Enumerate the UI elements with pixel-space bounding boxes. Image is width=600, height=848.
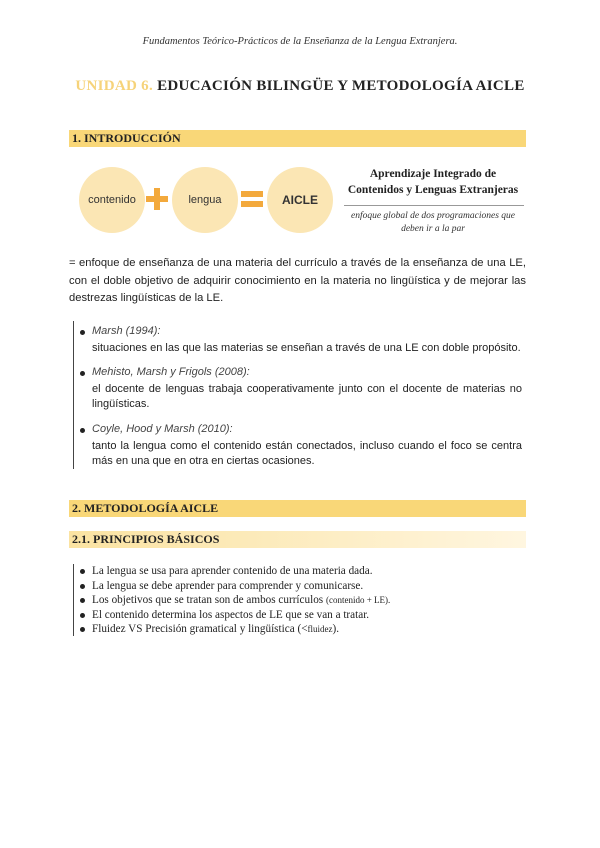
principle-text: La lengua se debe aprender para comprender y comunicarse. [92,579,364,592]
principles-list [73,564,529,636]
bullet-icon [80,569,85,574]
unit-number: UNIDAD 6. [75,78,154,94]
quote-author: Marsh (1994): [92,325,161,337]
circle-aicle: AICLE [267,167,333,233]
aicle-title-line-2: Contenidos y Lenguas Extranjeras [347,184,519,196]
bullet-icon [80,584,85,589]
principle-note: fluidez [307,624,333,635]
aicle-definition-title [336,166,530,198]
quotes-list [73,321,529,469]
equals-icon [241,189,263,209]
principle-text: Fluidez VS Precisión gramatical y lingüística (< [92,623,308,636]
bullet-icon [80,598,85,603]
principle-tail: ). [332,623,340,636]
section-heading-introduccion: 1. INTRODUCCIÓN [69,130,526,147]
bullet-icon [80,371,85,376]
quote-text: situaciones en las que las materias se enseñan a través de una LE con doble propósito. [92,342,521,354]
bullet-icon [80,330,85,335]
circle-contenido: contenido [79,167,145,233]
quote-author: Coyle, Hood y Marsh (2010): [92,423,233,435]
section-heading-metodologia: 2. METODOLOGÍA AICLE [69,500,526,517]
aicle-sub-line-1: enfoque global de dos programaciones que [350,211,516,221]
unit-name: EDUCACIÓN BILINGÜE Y METODOLOGÍA AICLE [157,78,525,94]
subsection-heading-principios: 2.1. PRINCIPIOS BÁSICOS [69,531,526,548]
running-header: Fundamentos Teórico-Prácticos de la Enseñanza de la Lengua Extranjera. [142,36,458,47]
bullet-icon [80,627,85,632]
definition-paragraph: = enfoque de enseñanza de una materia del currículo a través de la enseñanza de una LE, con el doble objetivo de adquirir conocimiento en la materia no lingüística y de mejorar las destrezas lingüísticas de la LE. [69,257,526,304]
aicle-definition-subtitle [336,210,530,236]
principle-note: (contenido + LE). [325,595,391,606]
list-item [74,608,529,623]
aicle-title-line-1: Aprendizaje Integrado de [369,168,497,180]
list-item [74,564,529,579]
aicle-sub-line-2: deben ir a la par [401,224,465,234]
principle-text: Los objetivos que se tratan son de ambos currículos [92,594,324,607]
bullet-icon [80,613,85,618]
principle-text: La lengua se usa para aprender contenido de una materia dada. [92,565,373,577]
circle-lengua: lengua [172,167,238,233]
list-item [74,622,529,637]
quote-author: Mehisto, Marsh y Frigols (2008): [92,366,250,378]
unit-title [0,78,600,95]
quote-text: tanto la lengua como el contenido están conectados, incluso cuando el foco se centra más en una que en otra en ciertas ocasiones. [92,440,522,467]
bullet-icon [80,428,85,433]
list-item [74,579,529,594]
plus-icon [146,188,168,210]
aicle-divider [344,205,524,206]
quote-text: el docente de lenguas trabaja cooperativamente junto con el docente de materias no lingüísticas. [92,383,522,410]
principle-text: El contenido determina los aspectos de LE que se van a tratar. [92,608,370,621]
list-item [74,593,529,608]
